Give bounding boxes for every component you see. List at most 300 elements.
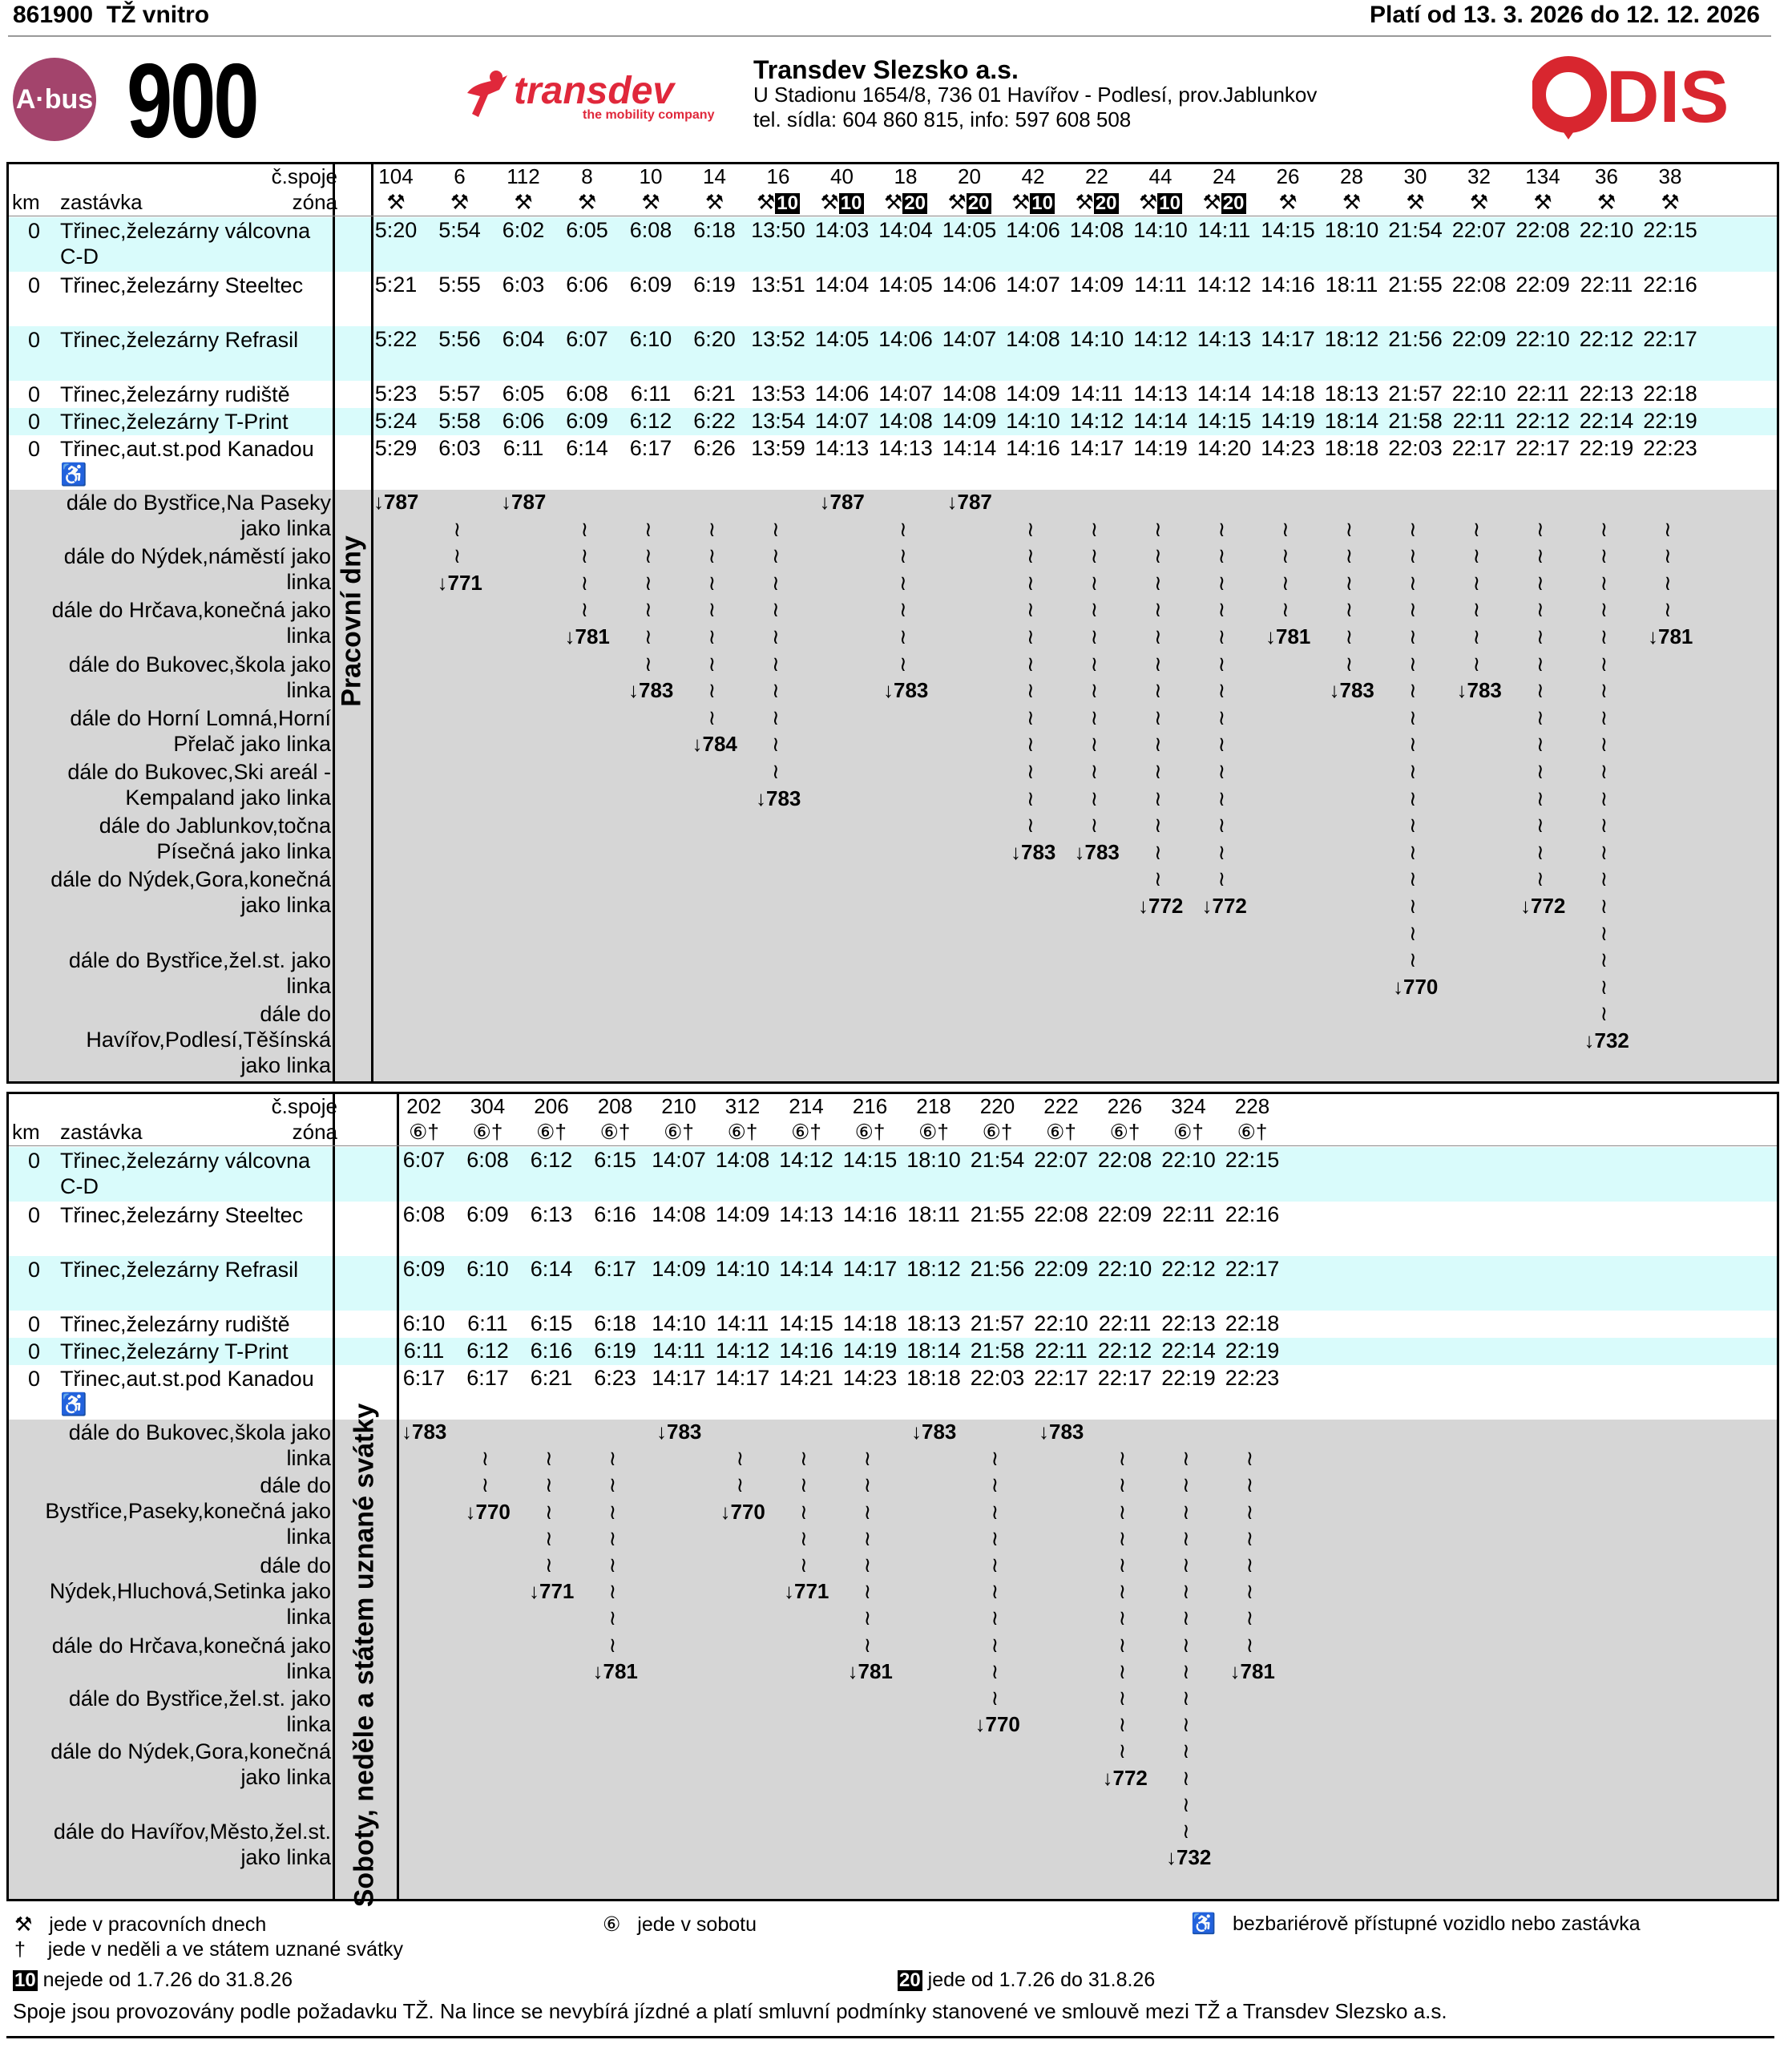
transfer-line-number: 787	[384, 490, 419, 514]
departure-time: 14:11	[1134, 273, 1187, 297]
departure-time: 22:13	[1579, 382, 1634, 406]
flag-10-icon: 10	[1031, 192, 1053, 214]
continue-icon: ≀	[580, 516, 589, 541]
departure-time: 6:18	[594, 1311, 636, 1335]
transfer-line-number: 771	[539, 1579, 575, 1604]
departure-time: 22:08	[1034, 1202, 1088, 1226]
continue-icon: ≀	[1472, 597, 1481, 622]
weekday-icon: ⚒	[1342, 190, 1362, 214]
continue-icon: ≀	[1182, 1579, 1190, 1604]
continue-icon: ≀	[1090, 705, 1099, 729]
departure-time: 22:17	[1034, 1366, 1088, 1390]
departure-time: 14:11	[716, 1311, 769, 1335]
departure-time: 5:56	[438, 327, 481, 351]
continue-icon: ≀	[1472, 516, 1481, 541]
stop-name: Třinec,železárny T-Print	[60, 410, 289, 434]
continue-icon: ≀	[899, 570, 907, 595]
transfer-line-number: 732	[1594, 1028, 1629, 1052]
departure-time: 22:11	[1035, 1339, 1088, 1363]
departure-time: 14:08	[942, 382, 997, 406]
transfer-line-number: 772	[1148, 894, 1184, 918]
continue-icon: ≀	[708, 705, 716, 729]
departure-time: 6:21	[530, 1366, 573, 1390]
continue-icon: ≀	[1536, 732, 1544, 757]
arrow-down-icon: ↓	[465, 1499, 476, 1524]
continue-icon: ≀	[1182, 1632, 1190, 1657]
continue-icon: ≀	[1345, 570, 1354, 595]
departure-time: 14:07	[878, 382, 933, 406]
departure-time: 5:22	[374, 327, 418, 351]
departure-time: 14:13	[779, 1202, 833, 1226]
departure-time: 14:23	[1261, 436, 1315, 460]
continue-icon: ≀	[1536, 597, 1544, 622]
continue-icon: ≀	[1345, 597, 1354, 622]
abus-logo: A·bus	[13, 58, 96, 141]
zone-label: zóna	[292, 190, 337, 214]
continue-icon: ≀	[708, 516, 716, 541]
continue-icon: ≀	[1664, 516, 1672, 541]
stop-name: Třinec,železárny Steeltec	[60, 1203, 304, 1227]
departure-time: 14:09	[942, 409, 997, 433]
trip-number: 44	[1148, 164, 1172, 188]
continue-icon: ≀	[453, 516, 462, 541]
departure-time: 5:21	[374, 273, 418, 297]
departure-time: 14:10	[715, 1257, 770, 1281]
transfer-line-number: 787	[957, 490, 992, 514]
stop-km: 0	[28, 1149, 41, 1173]
departure-time: 21:57	[970, 1311, 1025, 1335]
trip-number: 228	[1234, 1094, 1270, 1118]
departure-time: 13:54	[751, 409, 805, 433]
saturday-sunday-icon: ⑥†	[409, 1120, 439, 1144]
departure-time: 6:09	[466, 1202, 509, 1226]
transfer-line	[1457, 678, 1502, 703]
transfer-line	[1138, 894, 1183, 919]
trip-number: 218	[916, 1094, 951, 1118]
departure-time: 22:17	[1225, 1257, 1280, 1281]
transdev-runner-icon	[461, 66, 517, 122]
transfer-line	[565, 624, 610, 649]
departure-time: 6:03	[502, 273, 545, 297]
arrow-down-icon: ↓	[501, 490, 511, 514]
departure-time: 22:11	[1516, 382, 1569, 406]
departure-time: 14:11	[1197, 218, 1251, 242]
departure-time: 14:17	[652, 1366, 706, 1390]
departure-time: 22:11	[1162, 1202, 1215, 1226]
trip-number: 40	[830, 164, 854, 188]
departure-time: 6:16	[530, 1339, 573, 1363]
transfer-line-number: 783	[412, 1420, 447, 1444]
transfer-line	[373, 490, 418, 515]
arrow-down-icon: ↓	[946, 490, 958, 514]
departure-time: 6:04	[502, 327, 545, 351]
continuation-label: dále do Nýdek,Gora,konečná jako linka	[50, 867, 331, 918]
departure-time: 14:12	[715, 1339, 770, 1363]
continue-icon: ≀	[863, 1499, 872, 1524]
departure-time: 22:18	[1643, 382, 1697, 406]
arrow-down-icon: ↓	[564, 624, 575, 648]
departure-time: 14:08	[878, 409, 933, 433]
continue-icon: ≀	[1345, 543, 1354, 568]
continue-icon: ≀	[708, 678, 716, 703]
departure-time: 6:14	[566, 436, 608, 460]
departure-time: 22:09	[1516, 273, 1570, 297]
weekday-icon: ⚒	[450, 190, 470, 214]
continue-icon: ≀	[1409, 920, 1417, 945]
continue-icon: ≀	[1182, 1765, 1190, 1790]
departure-time: 18:13	[1324, 382, 1379, 406]
flag-10-icon: 10	[1159, 192, 1181, 214]
transfer-line	[784, 1579, 829, 1604]
continue-icon: ≀	[1536, 651, 1544, 676]
flag-20-icon: 20	[904, 192, 926, 214]
departure-time: 14:07	[942, 327, 997, 351]
departure-time: 18:10	[1324, 218, 1379, 242]
continue-icon: ≀	[1409, 813, 1417, 838]
continue-icon: ≀	[1154, 732, 1162, 757]
continue-icon: ≀	[1090, 678, 1099, 703]
continue-icon: ≀	[1217, 516, 1226, 541]
continue-icon: ≀	[608, 1553, 617, 1577]
weekday-icon: ⚒	[1075, 190, 1094, 214]
saturday-sunday-icon: ⑥†	[854, 1120, 886, 1144]
continue-icon: ≀	[1090, 516, 1099, 541]
legend-flag20: 20 jede od 1.7.26 do 31.8.26	[899, 1969, 1156, 1991]
departure-time: 22:09	[1097, 1202, 1152, 1226]
continue-icon: ≀	[1600, 570, 1608, 595]
saturday-sunday-icon: ⑥†	[791, 1120, 821, 1144]
departure-time: 14:10	[1006, 409, 1060, 433]
departure-time: 14:15	[1197, 409, 1252, 433]
stop-km: 0	[28, 328, 41, 352]
continue-icon: ≀	[644, 651, 652, 676]
continue-icon: ≀	[863, 1472, 872, 1497]
departure-time: 22:11	[1098, 1311, 1152, 1335]
departure-time: 22:17	[1643, 327, 1697, 351]
continue-icon: ≀	[1245, 1632, 1254, 1657]
arrow-down-icon: ↓	[656, 1420, 667, 1444]
continue-icon: ≀	[1027, 732, 1035, 757]
continue-icon: ≀	[1118, 1579, 1127, 1604]
company-info	[753, 55, 1318, 132]
transfer-line	[656, 1420, 701, 1444]
transfer-line	[1230, 1659, 1275, 1684]
weekday-icon: ⚒	[947, 190, 967, 214]
continue-icon: ≀	[1600, 813, 1608, 838]
arrow-down-icon: ↓	[911, 1420, 922, 1444]
arrow-down-icon: ↓	[692, 732, 703, 757]
departure-time: 13:53	[751, 382, 805, 406]
departure-time: 6:07	[566, 327, 608, 351]
departure-time: 13:52	[751, 327, 805, 351]
departure-time: 6:26	[693, 436, 736, 460]
departure-time: 6:21	[693, 382, 736, 406]
header-divider	[9, 1145, 1777, 1146]
departure-time: 22:10	[1516, 327, 1570, 351]
continue-icon: ≀	[1027, 813, 1035, 838]
continue-icon: ≀	[1409, 651, 1417, 676]
arrow-down-icon: ↓	[819, 490, 830, 514]
transfer-line-number: 770	[1403, 974, 1439, 999]
departure-time: 6:12	[530, 1148, 573, 1172]
departure-time: 14:17	[1069, 436, 1124, 460]
transfer-line-number: 770	[475, 1499, 511, 1524]
continue-icon: ≀	[1409, 597, 1417, 622]
departure-time: 14:12	[1133, 327, 1188, 351]
departure-time: 22:18	[1225, 1311, 1280, 1335]
departure-time: 14:18	[842, 1311, 898, 1335]
continue-icon: ≀	[1345, 624, 1354, 648]
transfer-line	[1202, 894, 1247, 919]
flag-10-icon: 10	[14, 1969, 36, 1991]
continue-icon: ≀	[772, 759, 780, 783]
departure-time: 22:19	[1161, 1366, 1216, 1390]
trip-number: 16	[766, 164, 790, 188]
departure-time: 6:06	[566, 273, 608, 297]
stop-km: 0	[28, 1203, 41, 1227]
continue-icon: ≀	[772, 651, 780, 676]
continue-icon: ≀	[644, 624, 652, 648]
continue-icon: ≀	[863, 1525, 872, 1550]
transfer-line-number: 783	[1084, 839, 1120, 864]
departure-time: 5:57	[438, 382, 481, 406]
departure-time: 22:08	[1097, 1148, 1152, 1172]
continue-icon: ≀	[1182, 1712, 1190, 1737]
departure-time: 6:17	[466, 1366, 509, 1390]
continue-icon: ≀	[481, 1472, 490, 1497]
stop-km: 0	[28, 1367, 41, 1391]
footer-rule	[6, 2036, 1774, 2038]
departure-time: 14:12	[1069, 409, 1124, 433]
saturday-sunday-icon: ⑥†	[536, 1120, 567, 1144]
stop-km: 0	[28, 1339, 41, 1363]
departure-time: 14:10	[1133, 218, 1188, 242]
departure-time: 6:05	[566, 218, 608, 242]
departure-time: 5:58	[438, 409, 481, 433]
continuation-label: dále do Nýdek,Gora,konečná jako linka	[50, 1739, 331, 1790]
weekday-icon: ⚒	[386, 190, 406, 214]
departure-time: 14:16	[1006, 436, 1060, 460]
departure-time: 6:23	[594, 1366, 636, 1390]
continue-icon: ≀	[1182, 1658, 1190, 1683]
weekend-table	[6, 1092, 1779, 1908]
departure-time: 14:15	[842, 1148, 898, 1172]
stop-column-divider	[333, 1094, 335, 1899]
departure-time: 6:15	[530, 1311, 573, 1335]
arrow-down-icon: ↓	[883, 678, 894, 703]
continue-icon: ≀	[708, 624, 716, 648]
continue-icon: ≀	[1118, 1606, 1127, 1630]
departure-time: 22:03	[1388, 436, 1443, 460]
departure-time: 18:11	[1325, 273, 1378, 297]
departure-time: 14:06	[878, 327, 933, 351]
km-label: km	[12, 1120, 40, 1144]
continue-icon: ≀	[1090, 651, 1099, 676]
saturday-sunday-icon: ⑥†	[1046, 1120, 1076, 1144]
continue-icon: ≀	[1217, 786, 1226, 810]
saturday-sunday-icon: ⑥†	[1109, 1120, 1140, 1144]
continue-icon: ≀	[1182, 1499, 1190, 1524]
departure-time: 6:18	[693, 218, 736, 242]
transfer-line	[438, 571, 482, 596]
stop-km: 0	[28, 382, 41, 406]
continue-icon: ≀	[580, 543, 589, 568]
continue-icon: ≀	[545, 1525, 553, 1550]
continue-icon: ≀	[1027, 705, 1035, 729]
header-divider	[8, 35, 1771, 37]
transfer-line	[720, 1500, 765, 1525]
continue-icon: ≀	[1217, 813, 1226, 838]
zone-label: zóna	[292, 1120, 337, 1144]
transfer-line-number: 732	[1177, 1845, 1212, 1870]
odis-logo	[1532, 56, 1749, 148]
continue-icon: ≀	[1154, 651, 1162, 676]
continue-icon: ≀	[608, 1632, 617, 1657]
departure-time: 14:23	[842, 1366, 898, 1390]
transfer-line-number: 781	[1240, 1658, 1275, 1683]
weekday-icon: ⚒	[577, 190, 597, 214]
continue-icon: ≀	[1409, 947, 1417, 972]
continue-icon: ≀	[708, 570, 716, 595]
continuation-label: dále do Bukovec,Ski areál - Kempaland jako linka	[67, 760, 331, 810]
continue-icon: ≀	[1090, 732, 1099, 757]
departure-time: 6:02	[502, 218, 545, 242]
continue-icon: ≀	[1409, 570, 1417, 595]
departure-time: 14:07	[652, 1148, 706, 1172]
departure-time: 14:05	[878, 273, 933, 297]
departure-time: 21:54	[1388, 218, 1443, 242]
departure-time: 14:06	[942, 273, 997, 297]
timetable-code: 861900 TŽ vnitro	[13, 2, 210, 28]
trip-number: 304	[470, 1094, 506, 1118]
validity-period: Platí od 13. 3. 2026 do 12. 12. 2026	[1370, 2, 1760, 28]
departure-time: 14:14	[1133, 409, 1188, 433]
arrow-down-icon: ↓	[1456, 678, 1467, 703]
departure-time: 6:07	[402, 1148, 446, 1172]
continue-icon: ≀	[608, 1499, 617, 1524]
continue-icon: ≀	[1600, 732, 1608, 757]
departure-time: 14:20	[1197, 436, 1252, 460]
weekday-icon: ⚒	[1596, 190, 1616, 214]
continue-icon: ≀	[1536, 786, 1544, 810]
departure-time: 14:17	[842, 1257, 898, 1281]
continue-icon: ≀	[1027, 678, 1035, 703]
stop-km: 0	[28, 410, 41, 434]
departure-time: 6:10	[402, 1311, 446, 1335]
continue-icon: ≀	[1345, 651, 1354, 676]
trip-number: 6	[454, 164, 466, 188]
departure-time: 5:23	[374, 382, 418, 406]
continue-icon: ≀	[1182, 1739, 1190, 1763]
trip-number: 210	[661, 1094, 696, 1118]
transfer-line-number: 772	[1531, 894, 1566, 918]
continue-icon: ≀	[899, 543, 907, 568]
transfer-line	[1648, 624, 1693, 649]
cross-icon: †	[14, 1938, 26, 1961]
departure-time: 6:06	[502, 409, 545, 433]
continue-icon: ≀	[1217, 866, 1226, 891]
trip-number: 8	[581, 164, 593, 188]
departure-time: 18:14	[906, 1339, 961, 1363]
continue-icon: ≀	[1600, 920, 1608, 945]
continue-icon: ≀	[736, 1446, 745, 1471]
departure-time: 6:13	[530, 1202, 573, 1226]
transdev-logo: transdev the mobility company	[461, 69, 714, 123]
weekday-icon: ⚒	[1661, 190, 1680, 214]
weekday-icon: ⚒	[1469, 190, 1489, 214]
continue-icon: ≀	[1600, 974, 1608, 999]
continue-icon: ≀	[1600, 786, 1608, 810]
departure-time: 22:10	[1097, 1257, 1152, 1281]
departure-time: 14:13	[878, 436, 933, 460]
trip-number: 32	[1467, 164, 1491, 188]
departure-time: 22:14	[1161, 1339, 1216, 1363]
continue-icon: ≀	[1154, 516, 1162, 541]
departure-time: 14:07	[814, 409, 870, 433]
continuation-label: dále do Bystřice,žel.st. jako linka	[68, 948, 331, 999]
departure-time: 6:08	[629, 218, 672, 242]
continue-icon: ≀	[1118, 1686, 1127, 1710]
departure-time: 13:51	[751, 273, 805, 297]
departure-time: 22:08	[1451, 273, 1507, 297]
transfer-line	[692, 732, 737, 757]
departure-time: 14:14	[942, 436, 997, 460]
departure-time: 18:14	[1324, 409, 1379, 433]
departure-time: 6:08	[566, 382, 608, 406]
transfer-line-number: 770	[985, 1712, 1020, 1737]
arrow-down-icon: ↓	[1166, 1845, 1177, 1870]
departure-time: 14:15	[779, 1311, 833, 1335]
continue-icon: ≀	[1027, 543, 1035, 568]
continue-icon: ≀	[991, 1446, 999, 1471]
continue-icon: ≀	[1182, 1606, 1190, 1630]
flag-10-icon: 10	[840, 192, 862, 214]
departure-time: 22:16	[1643, 273, 1697, 297]
continue-icon: ≀	[1182, 1819, 1190, 1843]
departure-time: 6:11	[467, 1311, 508, 1335]
weekday-icon: ⚒	[704, 190, 724, 214]
departure-time: 6:19	[693, 273, 736, 297]
departure-time: 14:06	[1006, 218, 1060, 242]
arrow-down-icon: ↓	[1648, 624, 1658, 648]
continue-icon: ≀	[1245, 1553, 1254, 1577]
departure-time: 6:03	[438, 436, 481, 460]
arrow-down-icon: ↓	[1520, 894, 1531, 918]
continue-icon: ≀	[1281, 597, 1290, 622]
departure-time: 22:12	[1161, 1257, 1216, 1281]
departure-time: 6:08	[402, 1202, 446, 1226]
continue-icon: ≀	[1664, 597, 1672, 622]
continue-icon: ≀	[863, 1553, 872, 1577]
departure-time: 14:04	[814, 273, 870, 297]
trip-number: 10	[639, 164, 663, 188]
departure-time: 6:11	[502, 436, 544, 460]
arrow-down-icon: ↓	[1011, 839, 1021, 864]
departure-time: 18:10	[906, 1148, 961, 1172]
transfer-line	[501, 490, 546, 515]
departure-time: 6:12	[629, 409, 672, 433]
departure-time: 6:09	[566, 409, 608, 433]
transfer-line	[1166, 1845, 1211, 1870]
continue-icon: ≀	[991, 1686, 999, 1710]
weekday-icon: ⚒	[1278, 190, 1298, 214]
transfer-line	[1011, 840, 1055, 865]
continue-icon: ≀	[1118, 1632, 1127, 1657]
departure-time: 22:16	[1225, 1202, 1280, 1226]
departure-time: 6:11	[403, 1339, 445, 1363]
saturday-sunday-icon: ⑥†	[1237, 1120, 1268, 1144]
weekday-icon: ⚒	[820, 190, 839, 214]
